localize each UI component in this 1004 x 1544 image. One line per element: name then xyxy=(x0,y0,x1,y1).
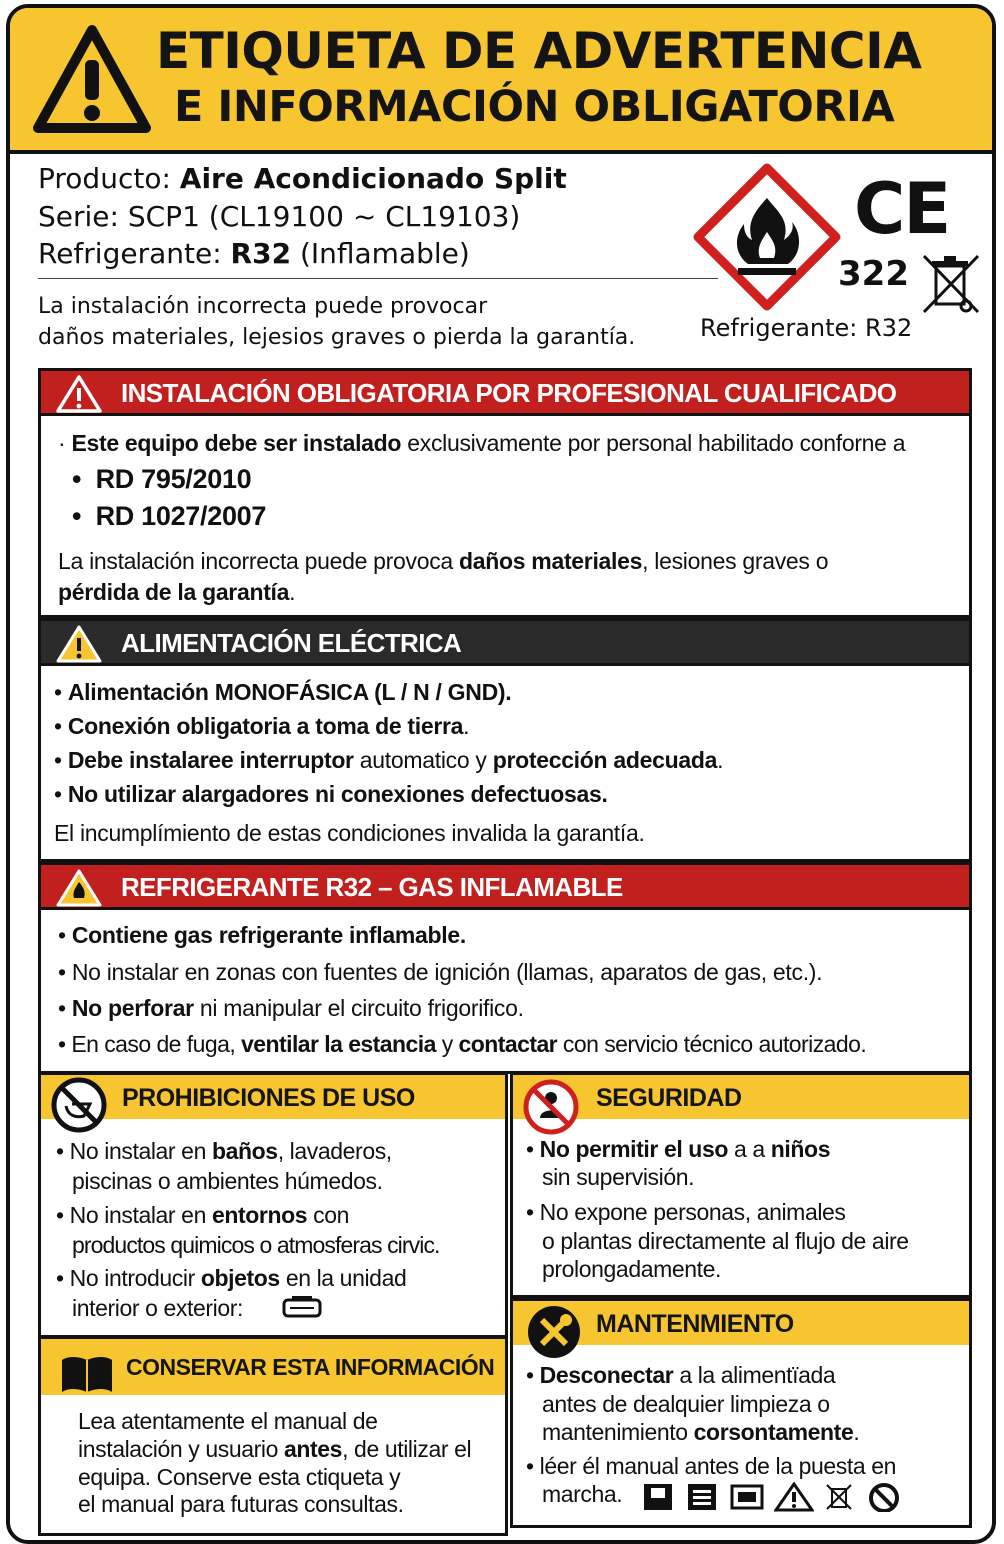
maintenance-item-cont: mantenimiento corsontamente. xyxy=(542,1419,860,1445)
warning-label xyxy=(6,4,996,1544)
installation-note-2: pérdida de la garantía. xyxy=(58,579,296,605)
weee-bin-icon xyxy=(920,252,982,316)
security-item: • No permitir el uso a a niños xyxy=(526,1136,831,1162)
warning-triangle-icon xyxy=(32,24,152,136)
security-title: SEGURIDAD xyxy=(596,1084,742,1112)
prohibition-item: • No instalar en baños, lavaderos, xyxy=(56,1138,392,1164)
prohibited-icon xyxy=(866,1482,902,1512)
conserve-line: equipa. Conserve esta ctiqueta y xyxy=(78,1464,401,1490)
conserve-title: CONSERVAR ESTA INFORMACIÓN xyxy=(126,1354,495,1380)
installation-line: · Este equipo debe ser instalado exclusivamente por personal habilitado conforne a xyxy=(58,430,906,456)
warning-triangle-icon xyxy=(55,374,103,414)
conserve-line: Lea atentamente el manual de xyxy=(78,1408,378,1434)
prohibitions-title: PROHIBICIONES DE USO xyxy=(122,1084,415,1112)
prohibition-item-cont: productos quimicos o atmosferas cirvic. xyxy=(72,1232,440,1258)
refrigerant-line: Refrigerante: R32 (Inflamable) xyxy=(38,237,470,270)
electrical-header xyxy=(38,618,972,666)
refrigerant-title: REFRIGERANTE R32 – GAS INFLAMABLE xyxy=(121,872,623,902)
conserve-line: instalación y usuario antes, de utilizar el xyxy=(78,1436,472,1462)
notified-body-code: 322 xyxy=(838,254,909,294)
refrigerant-caption: Refrigerante: R32 xyxy=(700,314,913,342)
security-item: • No expone personas, animales xyxy=(526,1199,846,1225)
electrical-item: • Debe instalaree interruptor automatico y protección adecuada. xyxy=(54,747,724,773)
series-line: Serie: SCP1 (CL19100 ~ CL19103) xyxy=(38,200,521,233)
refrigerant-item: • Contiene gas refrigerante inflamable. xyxy=(58,922,466,948)
electrical-item: • No utilizar alargadores ni conexiones defectuosas. xyxy=(54,781,608,807)
header-title-line1: ETIQUETA DE ADVERTENCIA xyxy=(156,22,922,80)
no-bath-icon xyxy=(50,1076,108,1134)
installation-title: INSTALACIÓN OBLIGATORIA POR PROFESIONAL CUALIFICADO xyxy=(121,378,897,408)
weee-bin-icon xyxy=(824,1482,854,1512)
electrical-item: • Alimentación MONOFÁSICA (L / N / GND). xyxy=(54,679,512,705)
installation-header xyxy=(38,368,972,416)
book-icon xyxy=(60,1354,114,1394)
maintenance-item-cont: marcha. xyxy=(542,1481,623,1507)
installation-note: La instalación incorrecta puede provoca daños materiales, lesiones graves o xyxy=(58,548,829,574)
maintenance-title: MANTENMIENTO xyxy=(596,1310,794,1338)
prohibition-item-cont: piscinas o ambientes húmedos. xyxy=(72,1168,383,1194)
manual-icon xyxy=(642,1482,674,1512)
refrigerant-item: • No instalar en zonas con fuentes de ignición (llamas, aparatos de gas, etc.). xyxy=(58,959,823,985)
prohibition-item: • No introducir objetos en la unidad xyxy=(56,1265,407,1291)
maintenance-item: • Desconectar a la alimentïada xyxy=(526,1362,836,1388)
security-item-cont: o plantas directamente al flujo de aire xyxy=(542,1228,909,1254)
warning-triangle-icon xyxy=(774,1482,814,1512)
divider xyxy=(38,278,718,279)
ce-mark: CE xyxy=(854,168,950,250)
prohibition-item: • No instalar en entornos con xyxy=(56,1202,350,1228)
refrigerant-item: • No perforar ni manipular el circuito frigorifico. xyxy=(58,995,524,1021)
security-item-cont: sin supervisión. xyxy=(542,1164,695,1190)
regulation-item: • RD 1027/2007 xyxy=(72,501,267,531)
conserve-line: el manual para futuras consultas. xyxy=(78,1491,404,1517)
flammable-warning-icon xyxy=(55,868,103,908)
refrigerant-header xyxy=(38,862,972,910)
electrical-note: El incumplímiento de estas condiciones invalida la garantía. xyxy=(54,820,645,846)
install-warning-line1: La instalación incorrecta puede provocar xyxy=(38,294,488,319)
product-line: Producto: Aire Acondicionado Split xyxy=(38,162,567,195)
prohibition-item-cont: interior o exterior: xyxy=(72,1295,243,1321)
document-icon xyxy=(686,1482,718,1512)
header-title-line2: E INFORMACIÓN OBLIGATORIA xyxy=(174,82,895,132)
unit-icon xyxy=(730,1482,764,1512)
tools-icon xyxy=(526,1304,582,1360)
header-banner xyxy=(10,8,992,154)
maintenance-item-cont: antes de dealquier limpieza o xyxy=(542,1391,830,1417)
no-child-icon xyxy=(522,1078,580,1136)
electrical-title: ALIMENTACIÓN ELÉCTRICA xyxy=(121,628,462,658)
flame-pictogram xyxy=(692,162,842,312)
install-warning-line2: daños materiales, lejesios graves o pierda la garantía. xyxy=(38,325,636,350)
security-item-cont: prolongadamente. xyxy=(542,1256,722,1282)
regulation-item: • RD 795/2010 xyxy=(72,464,252,494)
warning-triangle-icon xyxy=(55,624,103,664)
air-unit-icon xyxy=(282,1296,322,1320)
refrigerant-item: • En caso de fuga, ventilar la estancia y contactar con servicio técnico autorizado. xyxy=(58,1031,867,1057)
electrical-item: • Conexión obligatoria a toma de tierra. xyxy=(54,713,470,739)
maintenance-item: • léer él manual antes de la puesta en xyxy=(526,1453,897,1479)
